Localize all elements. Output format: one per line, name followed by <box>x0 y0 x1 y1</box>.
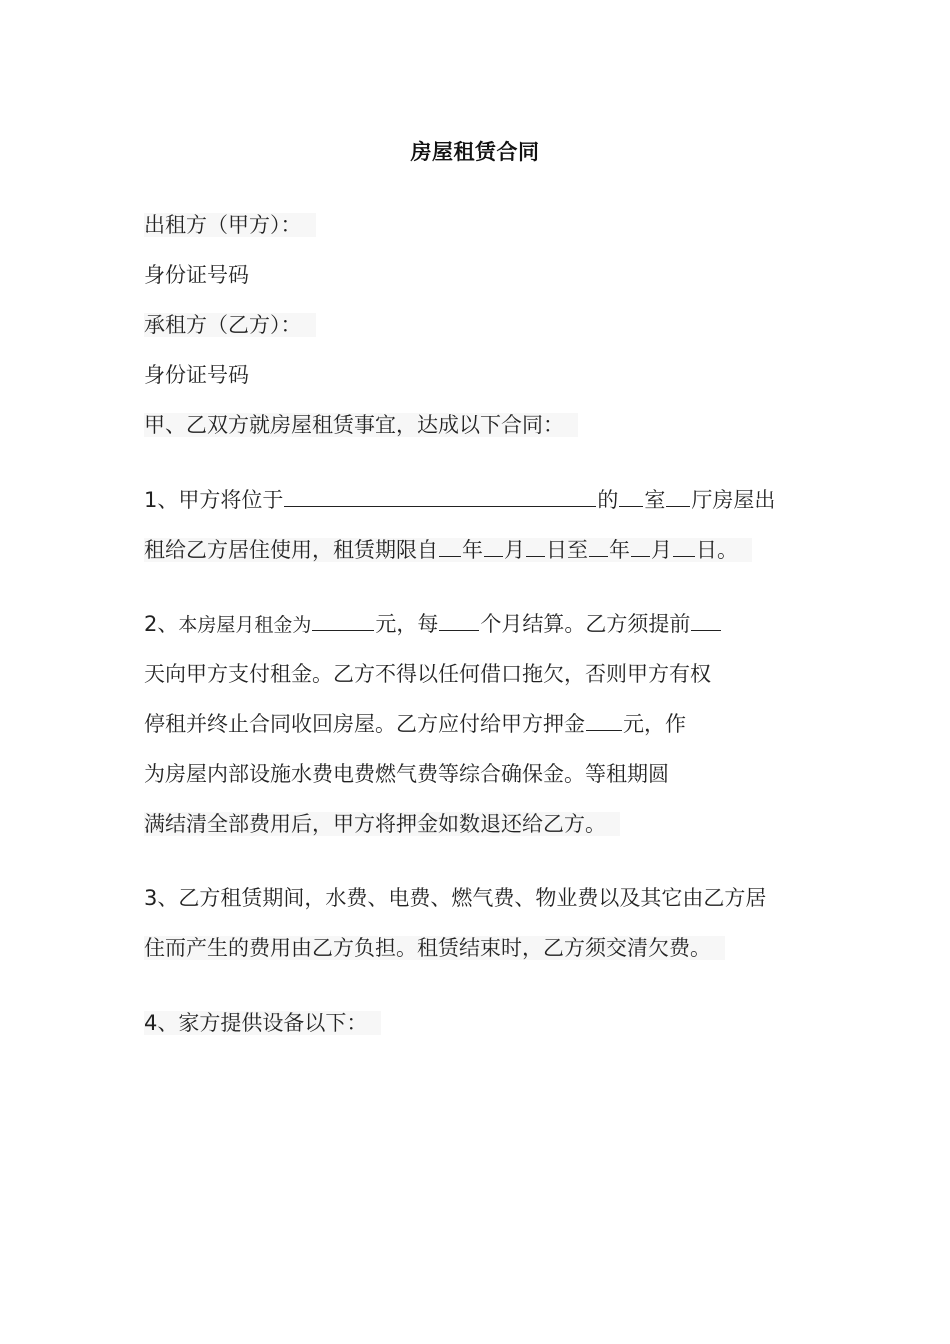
clause1-text-f: 年 <box>462 538 483 562</box>
days-ahead-blank <box>691 610 721 631</box>
clause3-line2 <box>144 933 725 963</box>
hall-count-blank <box>666 486 690 507</box>
lessor-id-line <box>144 260 249 290</box>
clause2-text-line5: 满结清全部费用后，甲方将押金如数退还给乙方。 <box>144 812 620 836</box>
end-month-blank <box>631 536 650 557</box>
clause2-line2 <box>144 659 711 689</box>
rent-blank <box>312 610 374 631</box>
start-month-blank <box>484 536 503 557</box>
lessor-id-label: 身份证号码 <box>144 263 249 287</box>
clause1-text-i: 年 <box>609 538 630 562</box>
clause2-line3 <box>144 709 686 739</box>
intro-text: 甲、乙双方就房屋租赁事宜，达成以下合同： <box>144 413 578 437</box>
clause1-text-g: 月 <box>504 538 525 562</box>
months-blank <box>439 610 479 631</box>
lessee-line <box>144 310 316 340</box>
clause1-text-b: 的 <box>597 488 619 512</box>
clause4-line1 <box>144 1008 381 1038</box>
lessee-id-label: 身份证号码 <box>144 363 249 387</box>
lessor-line <box>144 210 316 240</box>
clause1-text-d: 厅房屋出 <box>691 488 776 512</box>
clause2-line4 <box>144 759 669 789</box>
clause3-text-line1: 3、乙方租赁期间，水费、电费、燃气费、物业费以及其它由乙方居 <box>144 886 767 910</box>
clause2-text-b: 元，每 <box>375 612 439 636</box>
clause2-line5 <box>144 809 620 839</box>
document-title: 房屋租赁合同 <box>410 140 540 164</box>
end-day-blank <box>673 536 695 557</box>
clause1-text-a: 1、甲方将位于 <box>144 488 284 512</box>
lessee-label: 承租方（乙方）： <box>144 313 316 337</box>
deposit-blank <box>586 710 622 731</box>
clause2-text-line2: 天向甲方支付租金。乙方不得以任何借口拖欠，否则甲方有权 <box>144 662 711 686</box>
clause2-text-line3a: 停租并终止合同收回房屋。乙方应付给甲方押金 <box>144 712 585 736</box>
clause1-line1 <box>144 485 775 515</box>
clause2-text-c: 个月结算。乙方须提前 <box>480 612 691 636</box>
start-day-blank <box>526 536 545 557</box>
clause1-text-h: 日至 <box>546 538 588 562</box>
clause2-text-line4: 为房屋内部设施水费电费燃气费等综合确保金。等租期圆 <box>144 762 669 786</box>
room-count-blank <box>619 486 643 507</box>
clause3-text-line2: 住而产生的费用由乙方负担。租赁结束时，乙方须交清欠费。 <box>144 936 725 960</box>
clause1-text-j: 月 <box>651 538 672 562</box>
clause2-text-line3b: 元，作 <box>623 712 686 736</box>
clause3-line1 <box>144 883 766 913</box>
clause1-text-c: 室 <box>644 488 666 512</box>
intro-line <box>144 410 578 440</box>
clause1-line2 <box>144 535 752 565</box>
clause2-number: 2、 <box>144 612 179 636</box>
lessee-id-line <box>144 360 249 390</box>
clause4-text-line1: 4、家方提供设备以下： <box>144 1011 381 1035</box>
clause1-text-e: 租给乙方居住使用，租赁期限自 <box>144 538 438 562</box>
lessor-label: 出租方（甲方）： <box>144 213 316 237</box>
clause2-text-a: 本房屋月租金为 <box>178 614 312 636</box>
start-year-blank <box>439 536 461 557</box>
address-blank <box>284 486 596 507</box>
clause2-line1 <box>144 609 722 640</box>
clause1-text-k: 日。 <box>696 538 738 562</box>
end-year-blank <box>589 536 608 557</box>
